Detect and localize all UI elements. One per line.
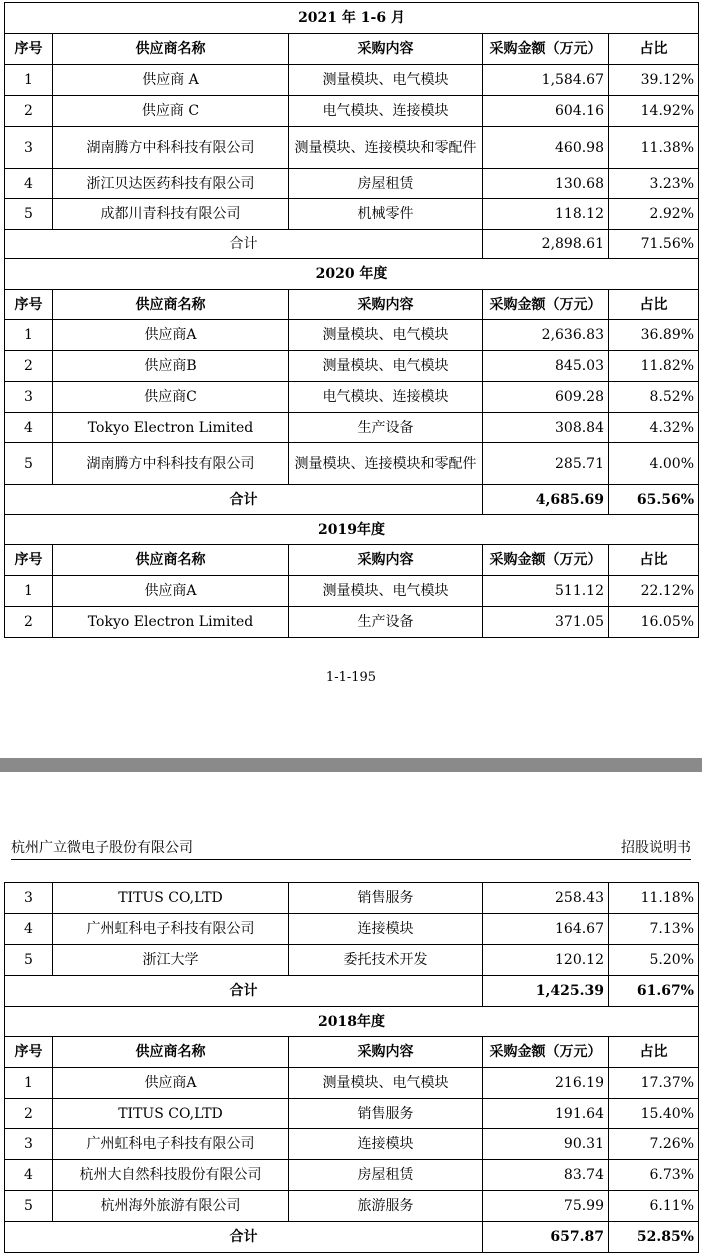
total-label: 合计 [5, 485, 483, 515]
row-amount: 120.12 [483, 945, 609, 976]
row-pct: 7.26% [609, 1129, 699, 1160]
header-pct: 占比 [609, 290, 699, 320]
row-content: 连接模块 [289, 1129, 483, 1160]
row-pct: 6.11% [609, 1191, 699, 1222]
row-content: 机械零件 [289, 199, 483, 230]
header-no: 序号 [5, 290, 53, 320]
header-supplier: 供应商名称 [53, 34, 289, 65]
table-row [5, 1129, 699, 1160]
row-content: 销售服务 [289, 883, 483, 914]
header-pct: 占比 [609, 1037, 699, 1068]
table-row [5, 413, 699, 443]
header-supplier: 供应商名称 [53, 545, 289, 576]
row-content: 测量模块、连接模块和零配件 [289, 443, 483, 485]
row-content: 旅游服务 [289, 1191, 483, 1222]
total-amount: 4,685.69 [483, 485, 609, 515]
header-no: 序号 [5, 1037, 53, 1068]
row-content: 测量模块、连接模块和零配件 [289, 127, 483, 169]
total-label: 合计 [5, 976, 483, 1007]
row-no: 1 [5, 1068, 53, 1099]
row-no: 3 [5, 883, 53, 914]
row-supplier: TITUS CO,LTD [53, 883, 289, 914]
row-pct: 39.12% [609, 65, 699, 96]
row-no: 3 [5, 127, 53, 169]
header-amount: 采购金额（万元） [483, 1037, 609, 1068]
row-content: 生产设备 [289, 413, 483, 443]
row-supplier: 供应商A [53, 576, 289, 607]
row-content: 房屋租赁 [289, 1160, 483, 1191]
row-no: 2 [5, 1099, 53, 1129]
row-no: 5 [5, 945, 53, 976]
row-amount: 285.71 [483, 443, 609, 485]
table-row [5, 1068, 699, 1099]
row-content: 销售服务 [289, 1099, 483, 1129]
total-label: 合计 [5, 230, 483, 259]
row-supplier: 供应商 A [53, 65, 289, 96]
row-supplier: 供应商A [53, 1068, 289, 1099]
section-title-row [5, 3, 699, 34]
row-content: 委托技术开发 [289, 945, 483, 976]
header-row [5, 34, 699, 65]
header-amount: 采购金额（万元） [483, 545, 609, 576]
row-amount: 191.64 [483, 1099, 609, 1129]
row-supplier: 浙江大学 [53, 945, 289, 976]
section-title-row [5, 515, 699, 545]
total-label: 合计 [5, 1222, 483, 1253]
table-row [5, 1160, 699, 1191]
table-row [5, 96, 699, 127]
section-title: 2018年度 [5, 1007, 699, 1037]
table-row [5, 320, 699, 351]
header-supplier: 供应商名称 [53, 290, 289, 320]
row-content: 房屋租赁 [289, 169, 483, 199]
table-row [5, 443, 699, 485]
row-supplier: 杭州大自然科技股份有限公司 [53, 1160, 289, 1191]
row-pct: 11.38% [609, 127, 699, 169]
row-no: 4 [5, 413, 53, 443]
total-pct: 52.85% [609, 1222, 699, 1253]
row-no: 4 [5, 169, 53, 199]
header-content: 采购内容 [289, 34, 483, 65]
row-amount: 604.16 [483, 96, 609, 127]
row-no: 1 [5, 320, 53, 351]
table-row [5, 945, 699, 976]
row-no: 4 [5, 1160, 53, 1191]
row-pct: 11.82% [609, 351, 699, 382]
row-supplier: Tokyo Electron Limited [53, 413, 289, 443]
row-no: 3 [5, 382, 53, 413]
row-pct: 11.18% [609, 883, 699, 914]
row-pct: 14.92% [609, 96, 699, 127]
row-supplier: 供应商C [53, 382, 289, 413]
row-content: 电气模块、连接模块 [289, 382, 483, 413]
table-row [5, 576, 699, 607]
header-row [5, 1037, 699, 1068]
row-amount: 2,636.83 [483, 320, 609, 351]
row-content: 生产设备 [289, 607, 483, 638]
header-pct: 占比 [609, 545, 699, 576]
row-supplier: Tokyo Electron Limited [53, 607, 289, 638]
row-supplier: TITUS CO,LTD [53, 1099, 289, 1129]
table-row [5, 351, 699, 382]
row-content: 测量模块、电气模块 [289, 1068, 483, 1099]
row-supplier: 广州虹科电子科技有限公司 [53, 914, 289, 945]
header-amount: 采购金额（万元） [483, 290, 609, 320]
section-title: 2019年度 [5, 515, 699, 545]
row-amount: 118.12 [483, 199, 609, 230]
total-pct: 71.56% [609, 230, 699, 259]
row-no: 4 [5, 914, 53, 945]
table-row [5, 199, 699, 230]
section-title-row [5, 259, 699, 290]
supplier-table-page2 [4, 882, 699, 1253]
row-amount: 371.05 [483, 607, 609, 638]
page-number: 1-1-195 [325, 670, 377, 685]
row-pct: 17.37% [609, 1068, 699, 1099]
total-amount: 1,425.39 [483, 976, 609, 1007]
row-no: 2 [5, 351, 53, 382]
row-pct: 5.20% [609, 945, 699, 976]
row-content: 电气模块、连接模块 [289, 96, 483, 127]
table-row [5, 169, 699, 199]
total-amount: 2,898.61 [483, 230, 609, 259]
table-row [5, 1191, 699, 1222]
row-no: 5 [5, 199, 53, 230]
header-no: 序号 [5, 545, 53, 576]
row-amount: 75.99 [483, 1191, 609, 1222]
company-name: 杭州广立微电子股份有限公司 [11, 840, 193, 856]
row-content: 测量模块、电气模块 [289, 351, 483, 382]
row-supplier: 供应商B [53, 351, 289, 382]
row-pct: 15.40% [609, 1099, 699, 1129]
row-amount: 1,584.67 [483, 65, 609, 96]
row-content: 测量模块、电气模块 [289, 65, 483, 96]
document-header [11, 838, 691, 860]
row-no: 2 [5, 96, 53, 127]
row-content: 连接模块 [289, 914, 483, 945]
total-row [5, 230, 699, 259]
table-row [5, 127, 699, 169]
row-content: 测量模块、电气模块 [289, 320, 483, 351]
header-row [5, 545, 699, 576]
total-amount: 657.87 [483, 1222, 609, 1253]
row-amount: 90.31 [483, 1129, 609, 1160]
row-amount: 845.03 [483, 351, 609, 382]
supplier-table-page1 [4, 2, 699, 638]
row-supplier: 杭州海外旅游有限公司 [53, 1191, 289, 1222]
row-amount: 609.28 [483, 382, 609, 413]
row-pct: 3.23% [609, 169, 699, 199]
row-supplier: 浙江贝达医药科技有限公司 [53, 169, 289, 199]
row-pct: 2.92% [609, 199, 699, 230]
row-pct: 4.32% [609, 413, 699, 443]
row-no: 5 [5, 1191, 53, 1222]
row-amount: 83.74 [483, 1160, 609, 1191]
row-supplier: 湖南腾方中科科技有限公司 [53, 127, 289, 169]
page-separator [0, 758, 702, 772]
section-title-row [5, 1007, 699, 1037]
row-pct: 6.73% [609, 1160, 699, 1191]
total-pct: 61.67% [609, 976, 699, 1007]
row-amount: 216.19 [483, 1068, 609, 1099]
header-content: 采购内容 [289, 1037, 483, 1068]
total-row [5, 1222, 699, 1253]
header-supplier: 供应商名称 [53, 1037, 289, 1068]
table-row [5, 1099, 699, 1129]
row-pct: 4.00% [609, 443, 699, 485]
row-pct: 36.89% [609, 320, 699, 351]
row-supplier: 广州虹科电子科技有限公司 [53, 1129, 289, 1160]
table-row [5, 883, 699, 914]
total-row [5, 976, 699, 1007]
row-no: 1 [5, 576, 53, 607]
row-supplier: 成都川青科技有限公司 [53, 199, 289, 230]
row-amount: 164.67 [483, 914, 609, 945]
row-supplier: 供应商A [53, 320, 289, 351]
row-supplier: 供应商 C [53, 96, 289, 127]
row-amount: 511.12 [483, 576, 609, 607]
row-supplier: 湖南腾方中科科技有限公司 [53, 443, 289, 485]
row-pct: 8.52% [609, 382, 699, 413]
total-row [5, 485, 699, 515]
row-amount: 130.68 [483, 169, 609, 199]
row-no: 3 [5, 1129, 53, 1160]
header-no: 序号 [5, 34, 53, 65]
row-amount: 460.98 [483, 127, 609, 169]
header-content: 采购内容 [289, 290, 483, 320]
row-amount: 308.84 [483, 413, 609, 443]
document-type: 招股说明书 [621, 840, 691, 856]
table-row [5, 65, 699, 96]
row-content: 测量模块、电气模块 [289, 576, 483, 607]
row-amount: 258.43 [483, 883, 609, 914]
header-row [5, 290, 699, 320]
header-pct: 占比 [609, 34, 699, 65]
header-content: 采购内容 [289, 545, 483, 576]
row-pct: 7.13% [609, 914, 699, 945]
table-row [5, 607, 699, 638]
header-amount: 采购金额（万元） [483, 34, 609, 65]
section-title: 2020 年度 [5, 259, 699, 290]
row-no: 5 [5, 443, 53, 485]
row-no: 2 [5, 607, 53, 638]
table-row [5, 914, 699, 945]
section-title: 2021 年 1-6 月 [5, 3, 699, 34]
table-row [5, 382, 699, 413]
row-no: 1 [5, 65, 53, 96]
row-pct: 16.05% [609, 607, 699, 638]
row-pct: 22.12% [609, 576, 699, 607]
total-pct: 65.56% [609, 485, 699, 515]
